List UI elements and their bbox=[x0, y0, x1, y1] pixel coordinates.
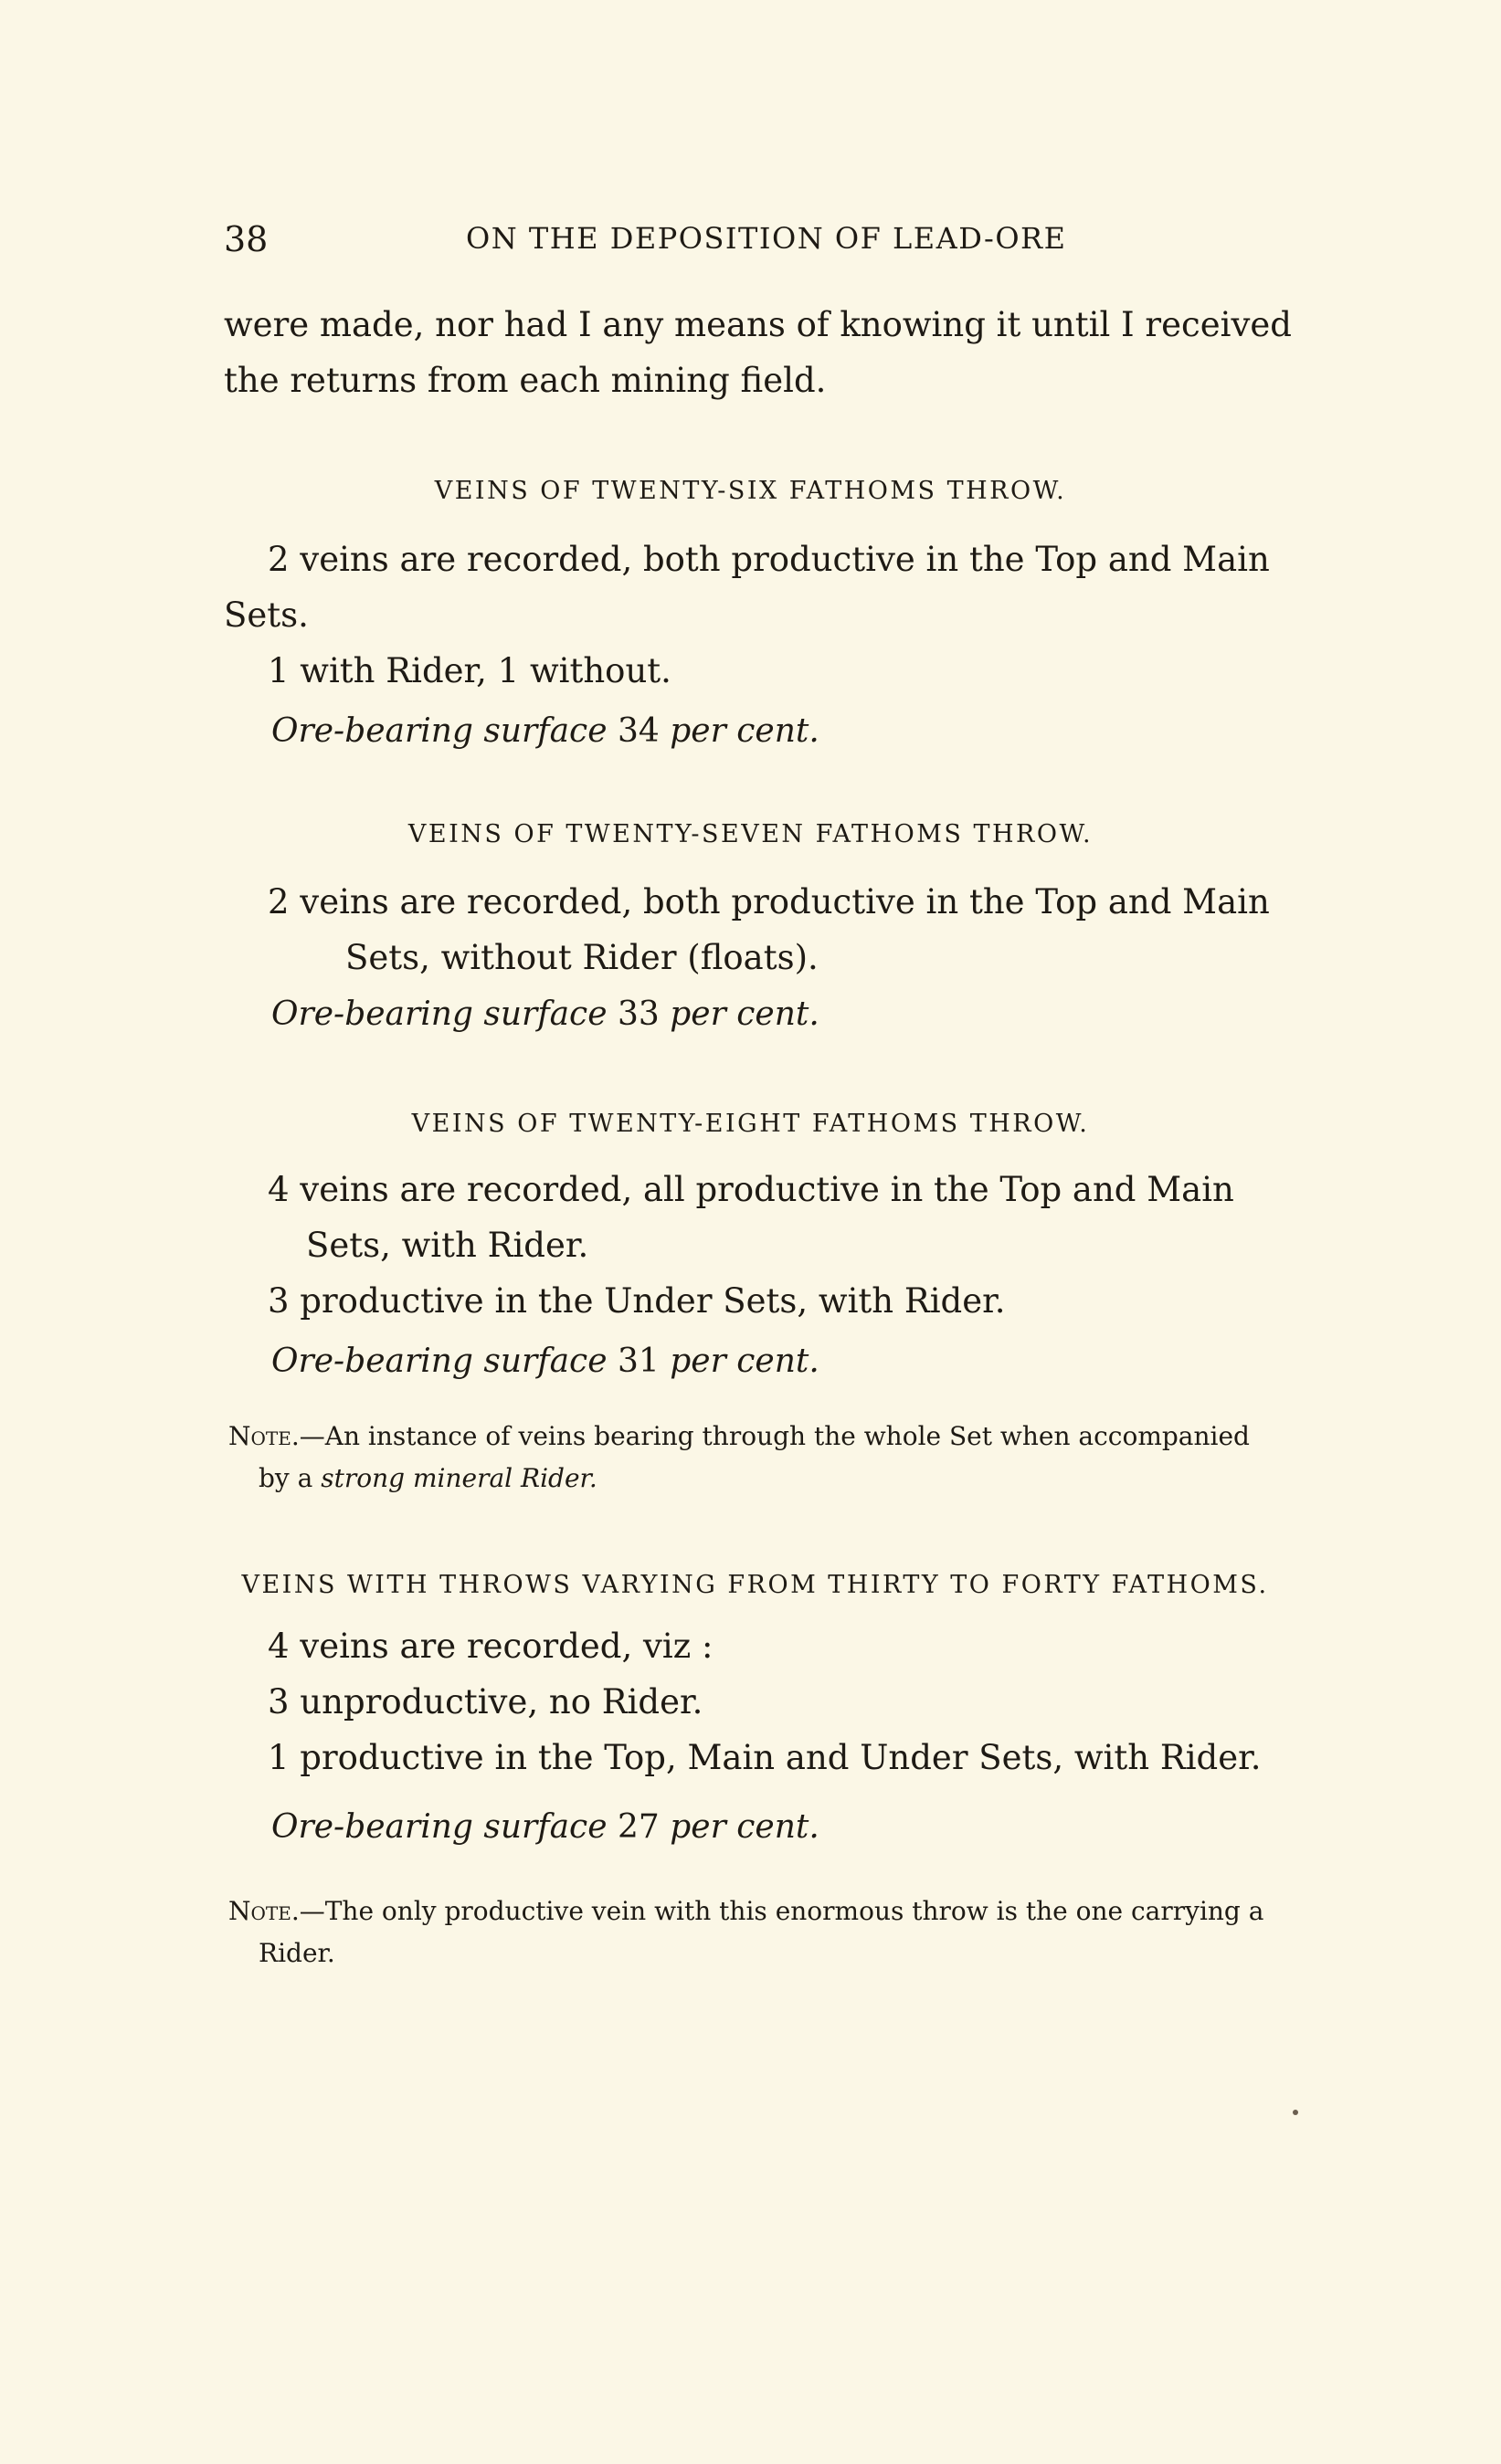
section4-ore-surface bbox=[271, 1808, 819, 1846]
intro-line-1: were made, nor had I any means of knowing it until I received bbox=[224, 305, 1292, 344]
section1-line-1: 2 veins are recorded, both productive in the Top and Main bbox=[268, 540, 1270, 579]
section-heading-27: VEINS OF TWENTY-SEVEN FATHOMS THROW. bbox=[407, 820, 1094, 848]
page-number: 38 bbox=[224, 219, 269, 259]
section1-record bbox=[224, 532, 1302, 699]
section4-line-1: 4 veins are recorded, viz : bbox=[268, 1627, 714, 1666]
section3-line-2: 3 productive in the Under Sets, with Rider. bbox=[268, 1281, 1006, 1321]
section-heading-26: VEINS OF TWENTY-SIX FATHOMS THROW. bbox=[434, 477, 1067, 505]
section-heading-28: VEINS OF TWENTY-EIGHT FATHOMS THROW. bbox=[411, 1110, 1090, 1138]
note-cont-pre: by a bbox=[259, 1463, 322, 1493]
note-line-1 bbox=[228, 1416, 1302, 1458]
section2-line-1-cont: Sets, without Rider (floats). bbox=[345, 938, 819, 977]
section4-line-2: 3 unproductive, no Rider. bbox=[268, 1682, 703, 1722]
section3-note bbox=[228, 1416, 1302, 1500]
ore-unit: per cent. bbox=[670, 712, 819, 750]
note-text: —An instance of veins bearing through the whole Set when accompanied bbox=[299, 1421, 1250, 1451]
note-text: —The only productive vein with this enormous throw is the one carrying a bbox=[299, 1896, 1264, 1926]
ore-value: 34 bbox=[617, 712, 660, 750]
intro-line-2: the returns from each mining field. bbox=[224, 361, 827, 400]
section1-line-2: 1 with Rider, 1 without. bbox=[268, 651, 671, 690]
ore-value: 33 bbox=[617, 995, 660, 1033]
note-cont-italic: strong mineral Rider. bbox=[321, 1463, 597, 1493]
note-label: Note. bbox=[228, 1896, 300, 1926]
ore-label: Ore-bearing surface bbox=[271, 1343, 608, 1380]
section1-line-1-cont: Sets. bbox=[224, 595, 309, 635]
ore-unit: per cent. bbox=[670, 995, 819, 1033]
section4-record bbox=[224, 1618, 1302, 1785]
section4-note bbox=[228, 1890, 1302, 1974]
section3-line-1-cont: Sets, with Rider. bbox=[306, 1226, 589, 1265]
page-header bbox=[224, 219, 1302, 265]
ore-value: 27 bbox=[617, 1808, 660, 1846]
ink-speck bbox=[1293, 2110, 1298, 2115]
section3-record bbox=[224, 1162, 1302, 1329]
section2-line-1: 2 veins are recorded, both productive in the Top and Main bbox=[268, 882, 1270, 921]
section-heading-30-40: VEINS WITH THROWS VARYING FROM THIRTY TO FORTY FATHOMS. bbox=[241, 1571, 1269, 1599]
section2-record bbox=[224, 874, 1302, 985]
ore-value: 31 bbox=[617, 1343, 660, 1380]
section4-line-3: 1 productive in the Top, Main and Under Sets, with Rider. bbox=[268, 1738, 1262, 1777]
ore-unit: per cent. bbox=[670, 1808, 819, 1846]
note-line-2 bbox=[228, 1458, 1302, 1500]
section3-ore-surface bbox=[271, 1343, 819, 1380]
section2-ore-surface bbox=[271, 995, 819, 1033]
ore-label: Ore-bearing surface bbox=[271, 712, 608, 750]
section3-line-1: 4 veins are recorded, all productive in the Top and Main bbox=[268, 1170, 1234, 1209]
running-head: ON THE DEPOSITION OF LEAD-ORE bbox=[466, 221, 1067, 256]
intro-paragraph bbox=[224, 297, 1302, 408]
ore-label: Ore-bearing surface bbox=[271, 995, 608, 1033]
ore-unit: per cent. bbox=[670, 1343, 819, 1380]
note-line-2: Rider. bbox=[259, 1938, 335, 1968]
ore-label: Ore-bearing surface bbox=[271, 1808, 608, 1846]
section1-ore-surface bbox=[271, 712, 819, 750]
note-label: Note. bbox=[228, 1421, 300, 1451]
note-line-1 bbox=[228, 1890, 1302, 1932]
